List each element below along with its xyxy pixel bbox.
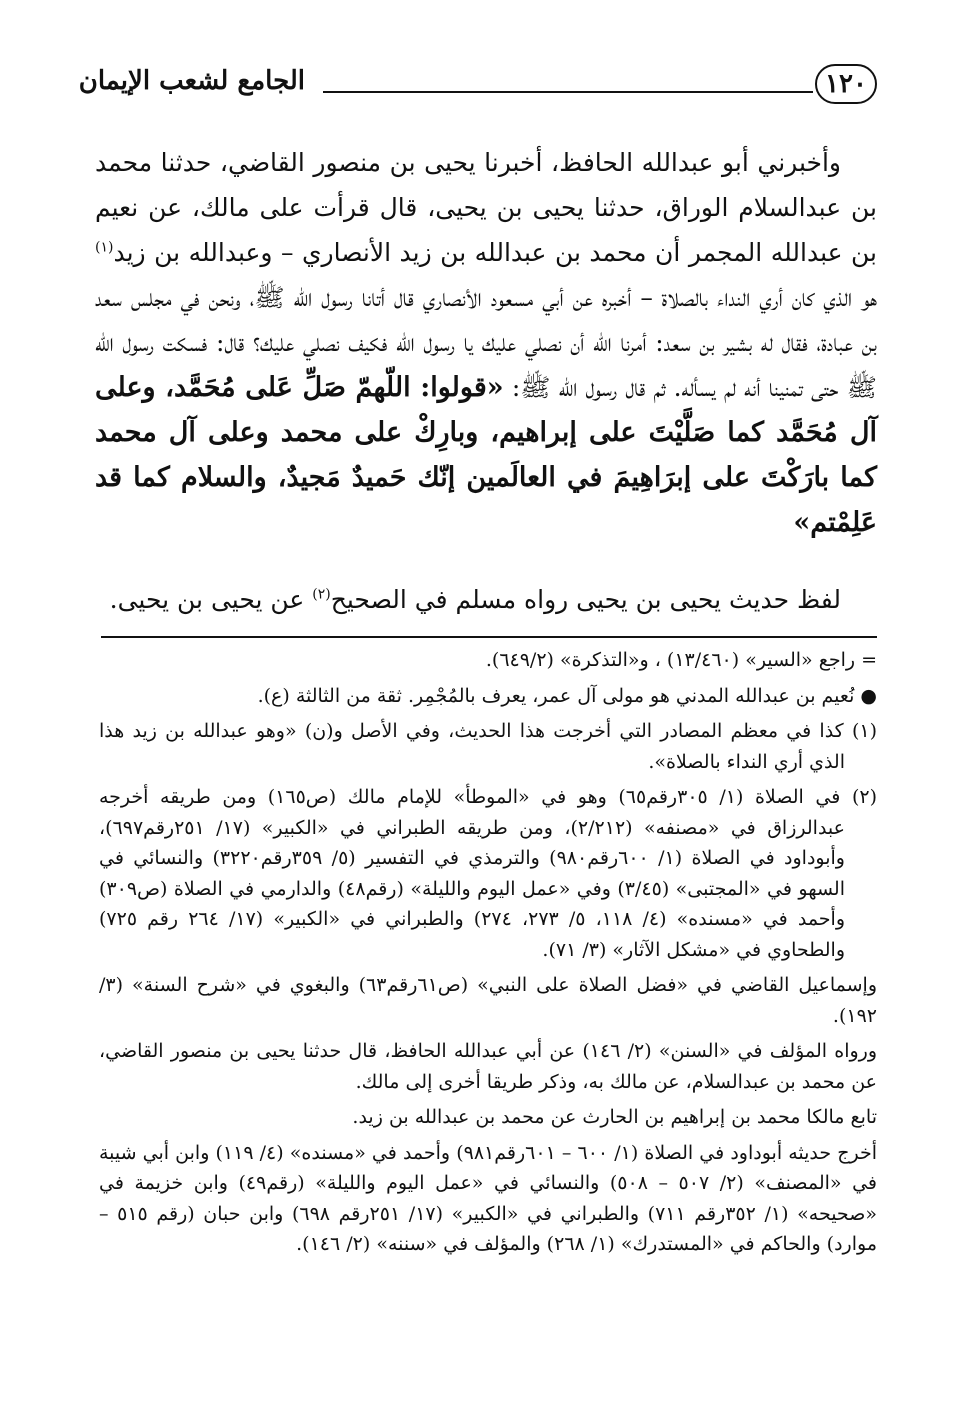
footnote-narrator-note: ● نُعيم بن عبدالله المدني هو مولى آل عمر، يعرف بالمُجْمِر. ثقة من الثالثة (ع). xyxy=(257,684,877,707)
footnote-2-cont-b: ورواه المؤلف في «السنن» (٢/ ١٤٦) عن أبي عبدالله الحافظ، قال حدثنا يحيى بن منصور القاضي، عن محمد بن عبدالسلام، عن مالك به، وذكر طريقا أخرى إلى مالك. xyxy=(99,1040,877,1093)
hadith-body: هو الذي كان أري النداء بالصلاة – أخبره عن أبي مسعود الأنصاري قال أتانا رسول الله ﷺ، ونحن في مجلس سعد بن عبادة، فقال له بشير بن سعد: أمرنا الله أن نصلي عليك يا رسول الله فكيف نصلي عليك؟ قال: فسكت رسول الله ﷺ حتى تمنينا أنه لم يسأله. ثم قال رسول الله ﷺ: xyxy=(95,283,877,402)
main-text xyxy=(95,140,877,545)
footnote-2: (٢) في الصلاة (١/ ٣٠٥رقم٦٥) وهو في «الموطأ» للإمام مالك (ص١٦٥) ومن طريقه أخرجه عبدالرزاق في «مصنفه» (٢/٢١٢)، ومن طريقه الطبراني في «الكبير» (١٧/ ٢٥١رقم٦٩٧)، وأبوداود في الصلاة (١/ ٦٠٠رقم٩٨٠) والترمذي في التفسير (٥/ ٣٥٩رقم٣٢٢٠) والنسائي في السهو في «المجتبى» (٣/٤٥) وفي «عمل اليوم والليلة» (رقم٤٨) والدارمي في الصلاة (ص٣٠٩) وأحمد في «مسنده» (٤/ ١١٨، ٥/ ٢٧٣، ٢٧٤) والطبراني في «الكبير» (١٧/ ٢٦٤ رقم ٧٢٥) والطحاوي في «مشكل الآثار» (٣/ ٧١). xyxy=(99,786,877,961)
footnote-continuation: = راجع «السير» (١٣/٤٦٠) ، و«التذكرة» (٦٤٩/٢). xyxy=(485,649,877,671)
footnote-marker-2: (٢) xyxy=(312,586,331,603)
page-number: ١٢٠ xyxy=(815,64,877,104)
page-header xyxy=(78,64,877,108)
hadith-quote: «قولوا: اللّهمّ صَلِّ عَلى مُحَمَّد، وعلى آل مُحَمَّد كما صَلَّيْتَ على إبراهيم، وبارِكْ على محمد وعلى آل محمد كما بارَكْتَ على إبرَاهِيمَ في العالَمين إنّك حَميدٌ مَجيدٌ، والسلام كما قد عَلِمْتم» xyxy=(95,372,877,538)
footnote-2-cont-d: أخرج حديثه أبوداود في الصلاة (١/ ٦٠٠ – ٦٠١رقم٩٨١) وأحمد في «مسنده» (٤/ ١١٩) وابن أبي شيبة في «المصنف» (٢/ ٥٠٧ – ٥٠٨) والنسائي في «عمل اليوم والليلة» (رقم٤٩) وابن خزيمة في «صحيحه» (١/ ٣٥٢رقم ٧١١) والطبراني في «الكبير» (١٧/ ٢٥١رقم ٦٩٨) وابن حبان (رقم ٥١٥ – موارد) والحاكم في «المستدرك» (١/ ٢٦٨) والمؤلف في «سننه» (٢/ ١٤٦). xyxy=(99,1141,877,1255)
book-title: الجامع لشعب الإيمان xyxy=(78,66,305,96)
footnote-2-cont-a: وإسماعيل القاضي في «فضل الصلاة على النبي» (ص٦١رقم٦٣) والبغوي في «شرح السنة» (٣/ ١٩٢). xyxy=(99,974,877,1027)
header-rule xyxy=(323,91,813,93)
footnote-marker-1: (١) xyxy=(95,239,114,256)
footnotes xyxy=(99,645,877,1265)
summary-line xyxy=(95,580,877,620)
isnad-text: وأخبرني أبو عبدالله الحافظ، أخبرنا يحيى بن منصور القاضي، حدثنا محمد بن عبدالسلام الوراق، حدثنا يحيى بن يحيى، قال قرأت على مالك، عن نعيم بن عبدالله المجمر أن محمد بن عبدالله بن زيد الأنصاري – وعبدالله بن زيد xyxy=(95,148,877,267)
footnote-2-cont-c: تابع مالكا محمد بن إبراهيم بن الحارث عن محمد بن عبدالله بن زيد. xyxy=(352,1106,877,1128)
hadith-paragraph xyxy=(95,140,877,545)
summary-text-end: عن يحيى بن يحيى. xyxy=(109,585,305,614)
footnote-1: (١) كذا في معظم المصادر التي أخرجت هذا الحديث، وفي الأصل و(ن) «وهو عبدالله بن زيد هذا الذي أري النداء بالصلاة». xyxy=(99,720,877,773)
footnote-separator xyxy=(101,636,877,638)
summary-text: لفظ حديث يحيى بن يحيى رواه مسلم في الصحيح xyxy=(330,585,841,614)
